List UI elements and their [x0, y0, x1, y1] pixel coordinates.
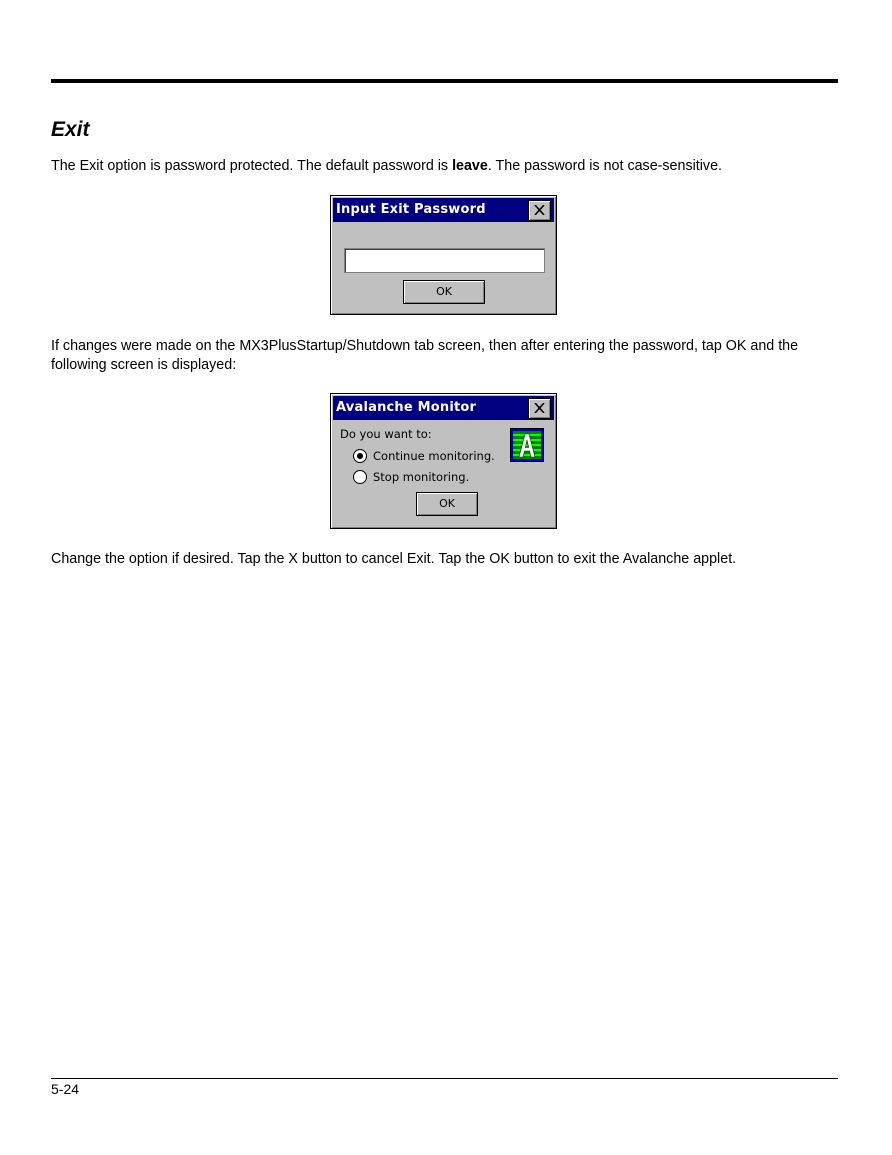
ok-button[interactable]: OK [416, 492, 478, 516]
dialog-prompt: Do you want to: [340, 427, 432, 441]
avalanche-app-icon [510, 428, 544, 462]
intro-text-start: The Exit option is password protected. The default password is [51, 158, 453, 174]
intro-text-end: . The password is not case-sensitive. [487, 158, 722, 174]
avalanche-monitor-dialog [330, 393, 557, 529]
intro-paragraph [51, 157, 821, 176]
option-label: Stop monitoring. [373, 470, 470, 484]
section-heading: Exit [51, 118, 90, 141]
dialog-titlebar [333, 396, 554, 420]
page-number: 5-24 [51, 1081, 80, 1097]
instructions-paragraph: Change the option if desired. Tap the X button to cancel Exit. Tap the OK button to exit the Avalanche applet. [51, 551, 737, 567]
ok-button[interactable]: OK [403, 280, 485, 304]
input-exit-password-dialog [330, 195, 557, 315]
header-rule [51, 79, 838, 83]
footer-rule [51, 1078, 838, 1079]
radio-button-selected[interactable] [353, 449, 367, 463]
stop-monitoring-option[interactable] [353, 468, 469, 486]
dialog-title: Input Exit Password [336, 202, 486, 217]
radio-button[interactable] [353, 470, 367, 484]
default-password: leave [452, 158, 488, 174]
changes-paragraph: If changes were made on the MX3PlusStartup/Shutdown tab screen, then after entering the password, tap OK and the following screen is displayed: [51, 338, 799, 373]
close-icon [534, 205, 545, 215]
continue-monitoring-option[interactable] [353, 447, 495, 465]
password-input[interactable] [344, 248, 545, 273]
close-icon [534, 403, 545, 413]
close-button[interactable] [528, 398, 551, 419]
close-button[interactable] [528, 200, 551, 221]
dialog-title: Avalanche Monitor [336, 400, 477, 415]
dialog-titlebar [333, 198, 554, 222]
option-label: Continue monitoring. [373, 449, 495, 463]
